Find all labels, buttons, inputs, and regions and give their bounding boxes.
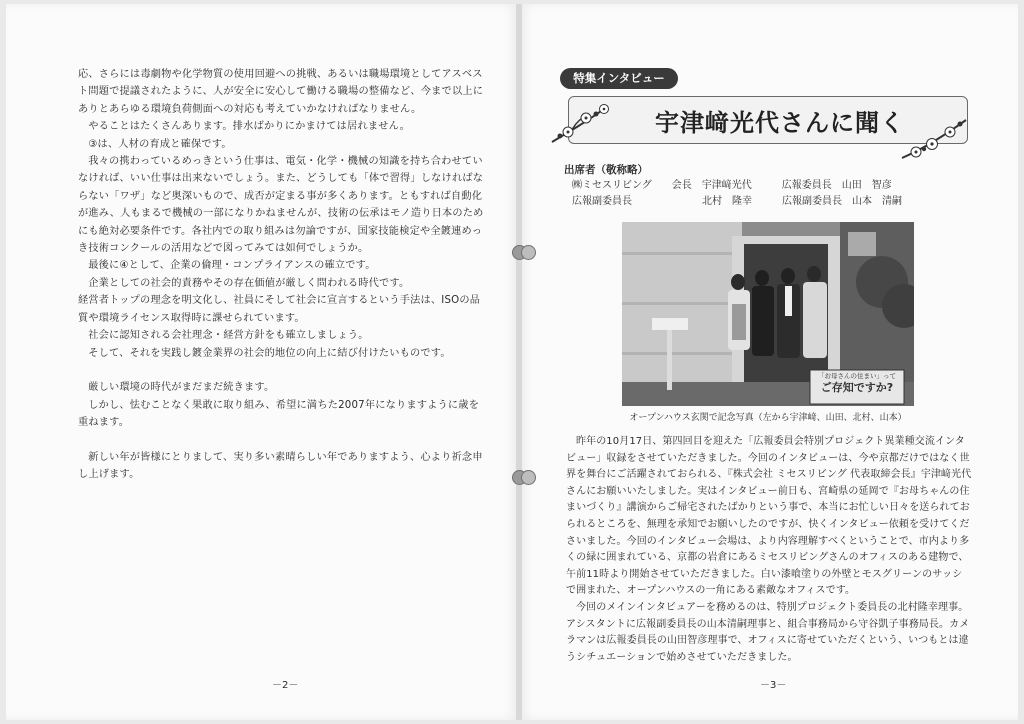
- right-paragraph: 昨年の10月17日、第四回目を迎えた「広報委員会特別プロジェクト異業種交流インタビュー」収録をさせていただきました。今回のインタビューは、今や京都だけではなく世界を舞台にご活躍されておられる、『株式会社 ミセスリビング 代表取締会長』宇津﨑光代さんにお願いいたしました。実はインタビュー前日も、宮崎県の延岡で『お母ちゃんの住まいづくり』講演からご帰宅されたばかりという事で、本当にお忙しい日々を送られておられるところを、無理を承知でお願いしたのですが、快くインタビュー依頼を受けてくださいました。今回のインタビュー会場は、より内容理解すべくということで、市内より多くの緑に囲まれている、京都の岩倉にあるミセスリビングさんのオフィスのある建物で、午前11時より開始させていただきました。白い漆喰塗りの外壁とモスグリーンのサッシで囲まれた、オープンハウスの一角にある素敵なオフィスです。: [566, 436, 972, 597]
- sign-line-1: 「お母さんの住まい」って: [818, 372, 896, 380]
- plum-blossom-left-icon: [548, 92, 628, 150]
- photo-caption: オープンハウス玄関で記念写真（左から宇津﨑、山田、北村、山本）: [629, 413, 907, 423]
- left-paragraph: 応、さらには毒劇物や化学物質の使用回避への挑戦、あるいは職場環境としてアスベスト問題で提議されたように、人が安全に安心して働ける職場の整備など、今まで以上にありとあらゆる環境負荷側面への対応も考えていかなければなりません。: [78, 69, 484, 115]
- left-paragraph: 新しい年が皆様にとりまして、実り多い素晴らしい年でありますよう、心より祈念申し上げます。: [78, 451, 483, 481]
- paragraph-gap: [78, 362, 488, 379]
- group-photo: [622, 222, 914, 406]
- right-paragraph: 今回のメインインタビュアーを務めるのは、特別プロジェクト委員長の北村隆幸理事。アシスタントに広報副委員長の山本清嗣理事と、組合事務局から守谷凱子事務局長。カメラマンは広報委員長の山田智彦理事で、オフィスに寄せていただくという、いつもとは違うシチュエーションで始めさせていただきました。: [566, 601, 970, 663]
- right-body-text: [566, 434, 972, 666]
- left-paragraph: そして、それを実践し鍍金業界の社会的地位の向上に結び付けたいものです。: [88, 347, 451, 359]
- attendee-row: ㈱ミセスリビング 会長 宇津﨑光代 広報委員長 山田 智彦: [572, 180, 892, 191]
- left-body-text: [78, 66, 488, 484]
- left-paragraph: しかし、怯むことなく果敢に取り組み、希望に満ちた2007年になりますように歳を重ねます。: [78, 399, 480, 429]
- sign-line-2: ご存知ですか?: [820, 381, 894, 394]
- left-paragraph: 最後に④として、企業の倫理・コンプライアンスの確立です。: [88, 260, 376, 272]
- binder-hole: [521, 470, 536, 485]
- page-number-left: －2－: [272, 680, 299, 691]
- attendees-heading: 出席者（敬称略）: [564, 164, 648, 176]
- attendee-row: 広報副委員長 北村 隆幸 広報副委員長 山本 清嗣: [572, 196, 902, 207]
- left-paragraph: 厳しい環境の時代がまだまだ続きます。: [88, 382, 275, 394]
- paragraph-gap: [78, 432, 488, 449]
- left-paragraph: ③は、人材の育成と確保です。: [88, 138, 232, 150]
- binder-holes-bottom: [512, 470, 534, 486]
- binder-hole: [521, 245, 536, 260]
- photo-sign-text: [810, 372, 904, 395]
- binder-holes-top: [512, 245, 534, 261]
- left-paragraph: 社会に認知される会社理念・経営方針をも確立しましょう。: [88, 330, 369, 342]
- plum-blossom-right-icon: [898, 112, 972, 164]
- book-spine: [516, 4, 522, 720]
- feature-interview-tag: 特集インタビュー: [560, 68, 678, 89]
- left-paragraph: やることはたくさんあります。排水ばかりにかまけては居れません。: [88, 121, 410, 133]
- left-paragraph: 企業としての社会的責務やその存在価値が厳しく問われる時代です。: [88, 277, 410, 289]
- page-number-right: －3－: [760, 680, 787, 691]
- left-paragraph: 我々の携わっているめっきという仕事は、電気・化学・機械の知識を持ち合わせていなければ、いい仕事は出来ないでしょう。また、どうしても「体で習得」しなければならない「ワザ」など奥深いもので、成否が定まる事が多くあります。ともすれば自動化が進み、人もまるで機械の一部になりかねませんが、技術の伝承はモノ造り日本のためにも絶対必要条件です。各社内での取り組みは勿論ですが、国家技能検定や全鍍連めっき技術コンクールの活用などで図ってみては如何でしょうか。: [78, 156, 484, 255]
- interview-title: 宇津﨑光代さんに聞く: [655, 109, 905, 137]
- left-paragraph: 経営者トップの理念を明文化し、社員にそして社会に宣言するという手法は、ISOの品質や環境ライセンス取得時に課せられています。: [78, 295, 481, 324]
